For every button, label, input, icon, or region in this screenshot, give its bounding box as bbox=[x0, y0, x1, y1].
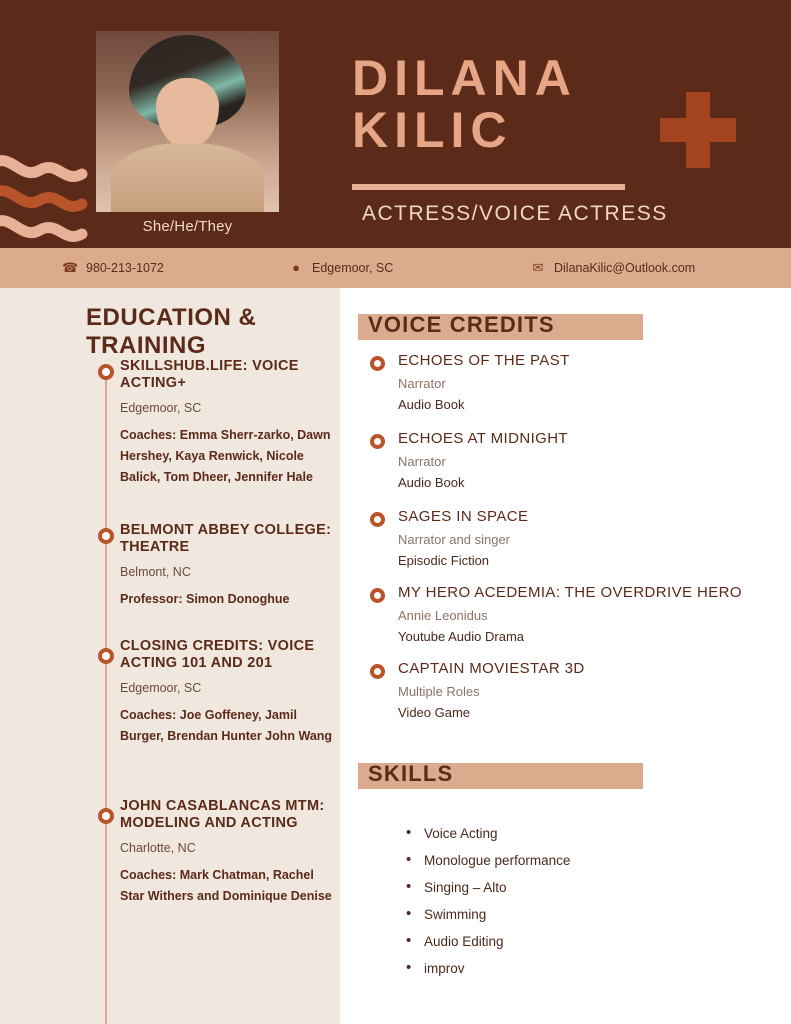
education-item bbox=[120, 358, 335, 488]
name-divider bbox=[352, 184, 625, 190]
education-item bbox=[120, 798, 335, 907]
education-item-location: Charlotte, NC bbox=[120, 841, 196, 855]
credit-item bbox=[398, 430, 778, 490]
credit-role: Multiple Roles bbox=[398, 684, 480, 699]
photo-face bbox=[156, 78, 218, 147]
contact-email-value: DilanaKilic@Outlook.com bbox=[554, 261, 696, 275]
credit-type: Youtube Audio Drama bbox=[398, 629, 525, 644]
timeline-dot bbox=[98, 648, 114, 664]
skill-item: • Monologue performance bbox=[406, 847, 570, 874]
education-item bbox=[120, 522, 335, 610]
skills-list bbox=[406, 820, 570, 982]
plus-icon-header bbox=[660, 92, 736, 168]
education-item-detail: Professor: Simon Donoghue bbox=[120, 592, 290, 606]
credit-title: SAGES IN SPACE bbox=[398, 508, 529, 525]
credit-title: CAPTAIN MOVIESTAR 3D bbox=[398, 660, 585, 677]
timeline-dot bbox=[98, 364, 114, 380]
education-item-location: Belmont, NC bbox=[120, 565, 191, 579]
contact-phone-value: 980-213-1072 bbox=[86, 261, 164, 275]
timeline-dot bbox=[98, 808, 114, 824]
job-title: ACTRESS/VOICE ACTRESS bbox=[362, 202, 668, 225]
credit-title: MY HERO ACEDEMIA: THE OVERDRIVE HERO bbox=[398, 584, 742, 601]
credit-title: ECHOES AT MIDNIGHT bbox=[398, 430, 568, 447]
skills-title: SKILLS bbox=[368, 761, 454, 786]
credit-item bbox=[398, 660, 778, 720]
credit-role: Narrator bbox=[398, 454, 446, 469]
credit-title: ECHOES OF THE PAST bbox=[398, 352, 570, 369]
skill-item: • Singing – Alto bbox=[406, 874, 570, 901]
education-section-title: EDUCATION & TRAINING bbox=[86, 304, 257, 359]
voice-credits-title: VOICE CREDITS bbox=[368, 312, 555, 337]
header bbox=[0, 0, 791, 248]
education-item-detail: Coaches: Joe Goffeney, Jamil Burger, Brendan Hunter John Wang bbox=[120, 708, 333, 743]
profile-photo bbox=[96, 31, 279, 212]
education-item-detail: Coaches: Emma Sherr-zarko, Dawn Hershey, Kaya Renwick, Nicole Balick, Tom Dheer, Jennifer Hale bbox=[120, 428, 331, 484]
contact-location-value: Edgemoor, SC bbox=[312, 261, 394, 275]
credit-dot bbox=[370, 664, 385, 679]
credit-role: Narrator bbox=[398, 376, 446, 391]
credit-role: Narrator and singer bbox=[398, 532, 510, 547]
education-item-name: CLOSING CREDITS: VOICE ACTING 101 AND 201 bbox=[120, 638, 315, 671]
credit-dot bbox=[370, 588, 385, 603]
credit-item bbox=[398, 352, 778, 412]
education-item-name: SKILLSHUB.LIFE: VOICE ACTING+ bbox=[120, 358, 299, 391]
contact-phone bbox=[62, 260, 164, 276]
phone-icon: ☎ bbox=[62, 260, 79, 275]
photo-image bbox=[96, 31, 279, 212]
skill-item: • Voice Acting bbox=[406, 820, 570, 847]
squiggle-decoration-header bbox=[0, 148, 100, 244]
map-pin-icon: ● bbox=[292, 260, 300, 275]
credit-type: Audio Book bbox=[398, 475, 465, 490]
skill-item: • Audio Editing bbox=[406, 928, 570, 955]
envelope-icon: ✉ bbox=[532, 260, 544, 275]
education-item-location: Edgemoor, SC bbox=[120, 681, 202, 695]
education-item-name: JOHN CASABLANCAS MTM: MODELING AND ACTING bbox=[120, 798, 325, 831]
education-item-location: Edgemoor, SC bbox=[120, 401, 202, 415]
last-name: KILIC bbox=[352, 102, 513, 158]
credit-type: Episodic Fiction bbox=[398, 553, 490, 568]
credits-column bbox=[340, 288, 791, 1024]
photo-body bbox=[111, 143, 265, 212]
education-item bbox=[120, 638, 335, 747]
education-item-name: BELMONT ABBEY COLLEGE: THEATRE bbox=[120, 522, 332, 555]
name-block bbox=[352, 52, 652, 156]
credit-dot bbox=[370, 512, 385, 527]
credit-item bbox=[398, 584, 778, 644]
credit-dot bbox=[370, 356, 385, 371]
credit-role: Annie Leonidus bbox=[398, 608, 488, 623]
skill-item: • improv bbox=[406, 955, 570, 982]
contact-location bbox=[288, 260, 393, 275]
skill-item: • Swimming bbox=[406, 901, 570, 928]
credit-item bbox=[398, 508, 778, 568]
education-item-detail: Coaches: Mark Chatman, Rachel Star Withers and Dominique Denise bbox=[120, 868, 332, 903]
first-name: DILANA bbox=[352, 50, 577, 106]
credit-dot bbox=[370, 434, 385, 449]
pronouns-label: She/He/They bbox=[142, 218, 233, 235]
credit-type: Video Game bbox=[398, 705, 471, 720]
education-column bbox=[0, 288, 340, 1024]
timeline-line bbox=[105, 376, 107, 1024]
contact-bar bbox=[0, 248, 791, 288]
timeline-dot bbox=[98, 528, 114, 544]
contact-email bbox=[530, 260, 695, 276]
credit-type: Audio Book bbox=[398, 397, 465, 412]
